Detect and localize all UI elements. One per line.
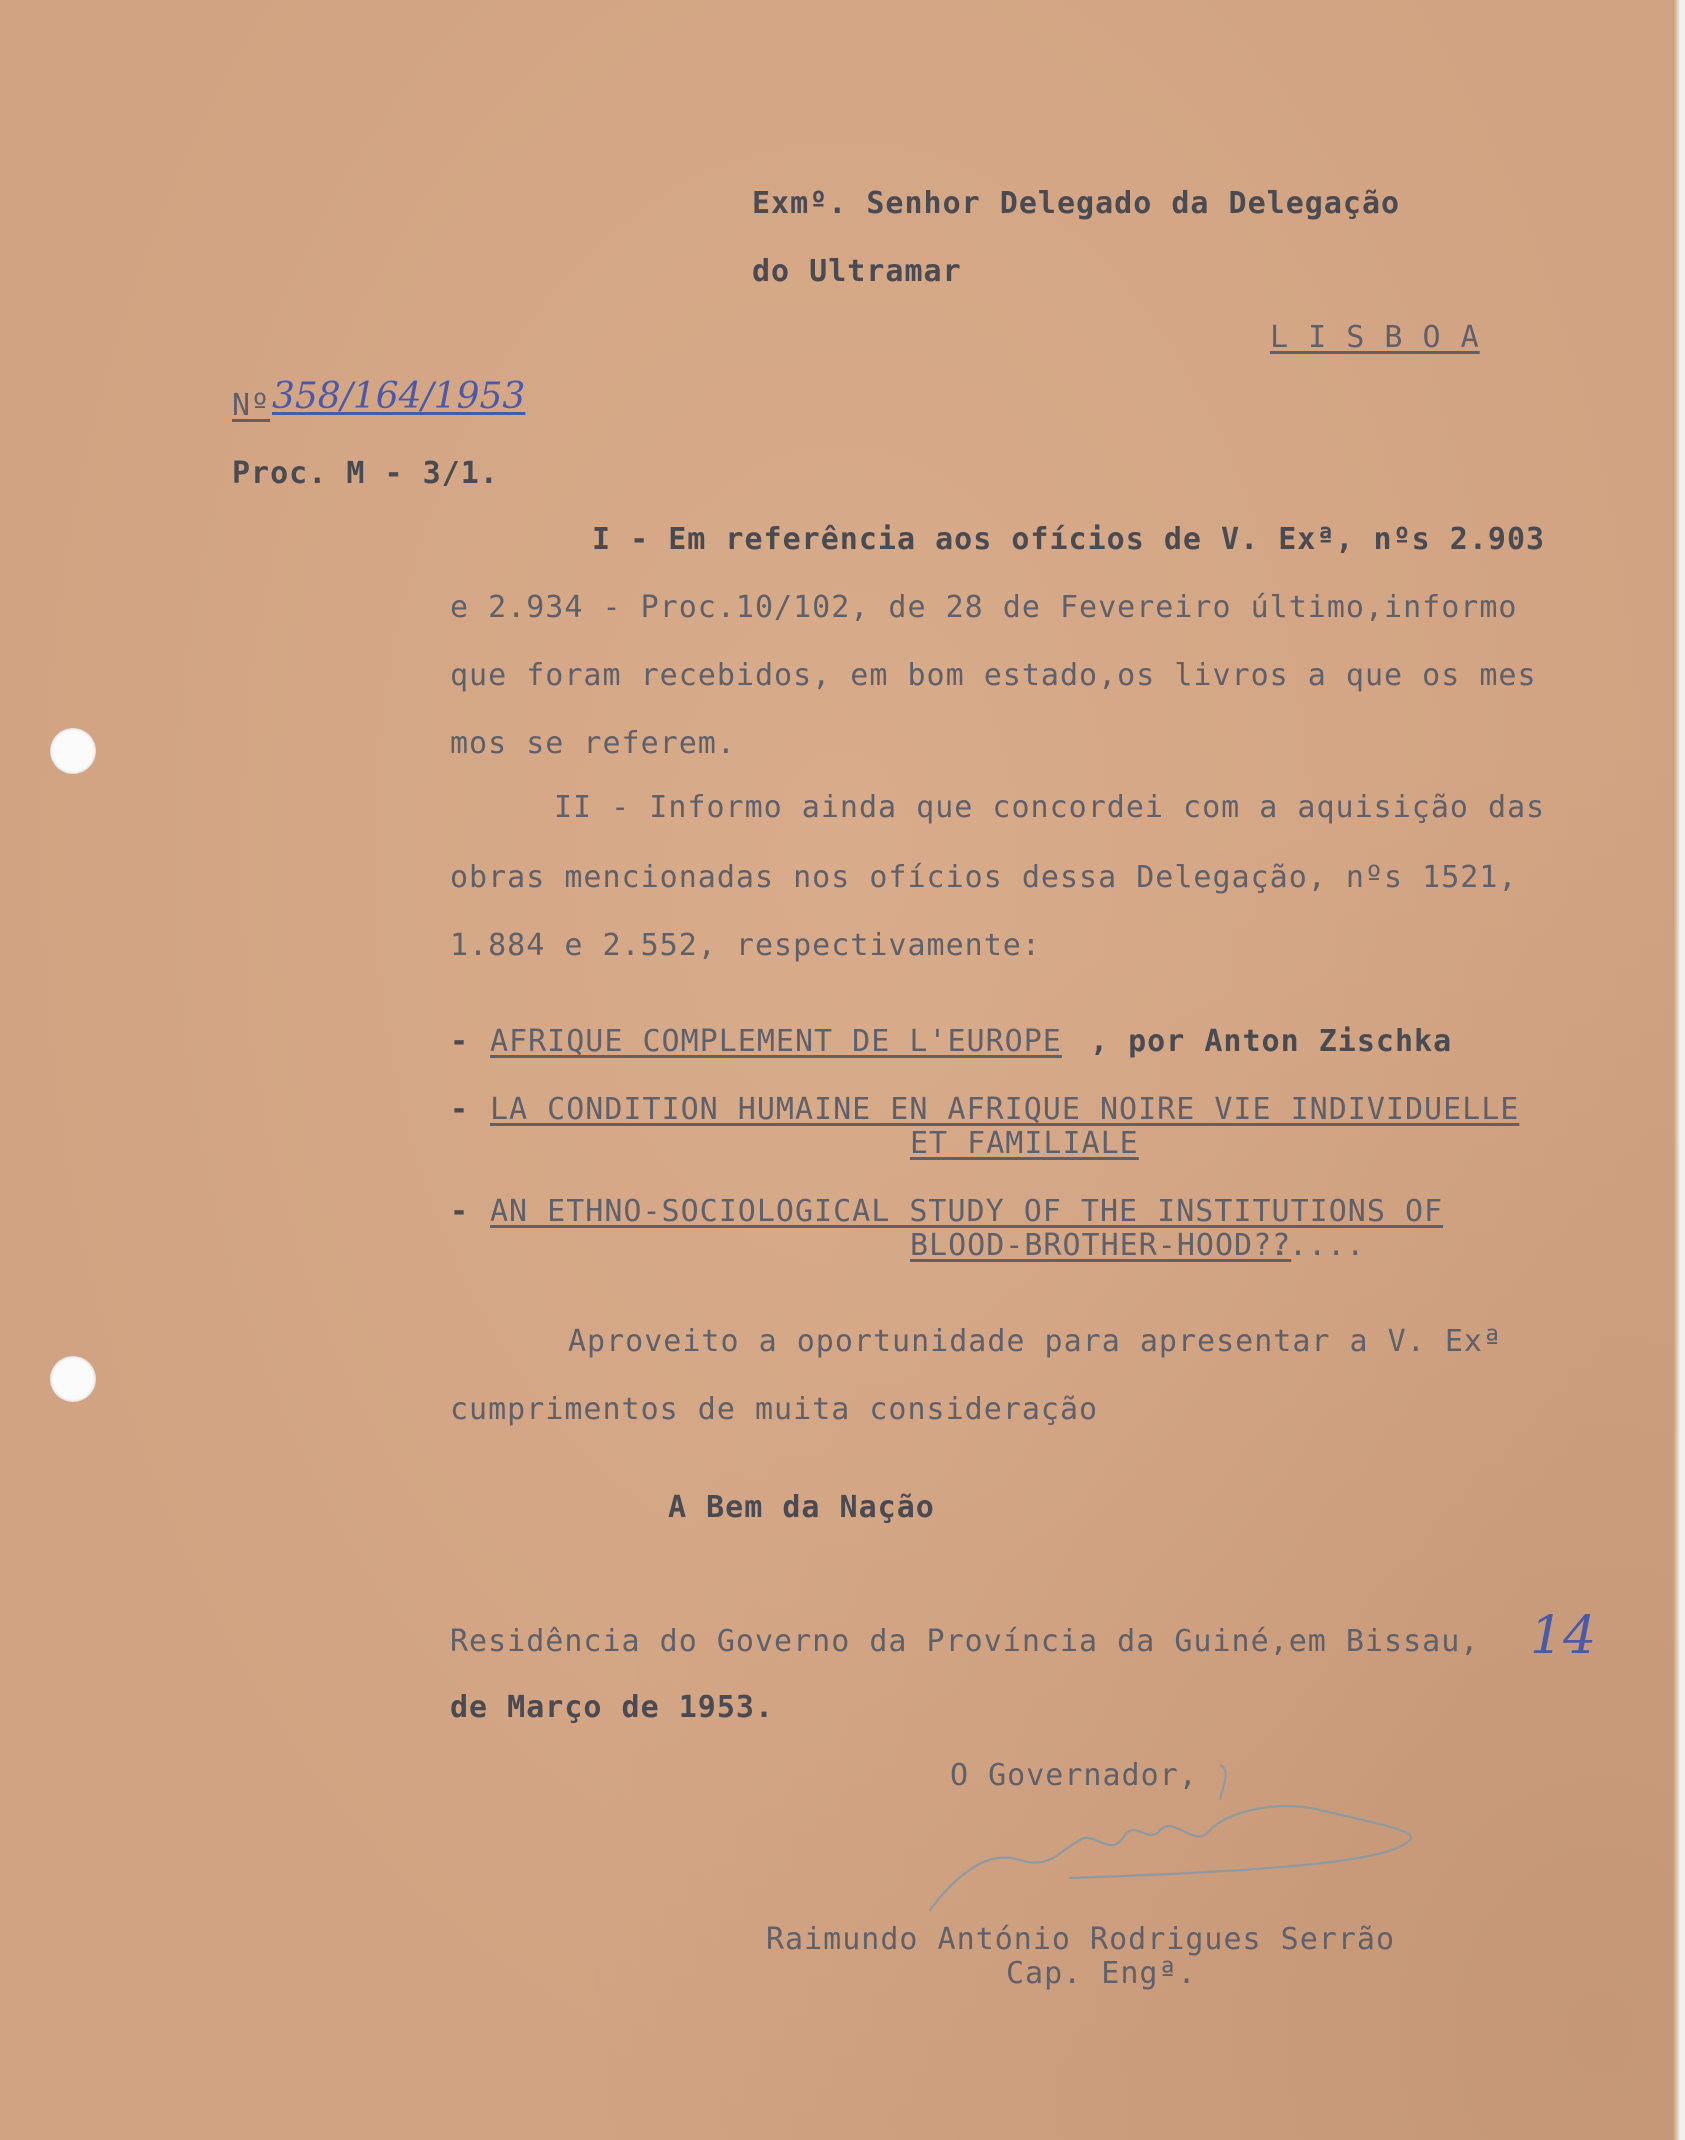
paper-edge bbox=[1673, 0, 1685, 2140]
handwritten-signature bbox=[920, 1760, 1440, 1920]
book-3-dash: - bbox=[450, 1194, 470, 1229]
reference-number-handwritten: 358/164/1953 bbox=[272, 376, 526, 417]
book-1-dash: - bbox=[450, 1024, 470, 1059]
book-3-ellipsis: ..... bbox=[1270, 1228, 1366, 1263]
book-2-title-cont: ET FAMILIALE bbox=[910, 1126, 1139, 1161]
recipient-city: L I S B O A bbox=[1270, 320, 1480, 355]
signatory-name: Raimundo António Rodrigues Serrão bbox=[766, 1922, 1396, 1957]
date-line: de Março de 1953. bbox=[450, 1690, 775, 1725]
book-2-dash: - bbox=[450, 1092, 470, 1127]
salutation: A Bem da Nação bbox=[668, 1490, 935, 1525]
book-1-title: AFRIQUE COMPLEMENT DE L'EUROPE bbox=[490, 1024, 1062, 1059]
para1-line-4: mos se referem. bbox=[450, 726, 736, 761]
reference-number-prefix: Nº bbox=[232, 388, 271, 423]
day-handwritten: 14 bbox=[1530, 1606, 1597, 1666]
book-3-title: AN ETHNO-SOCIOLOGICAL STUDY OF THE INSTITUTIONS OF bbox=[490, 1194, 1444, 1229]
para1-line-3: que foram recebidos, em bom estado,os livros a que os mes bbox=[450, 658, 1537, 693]
para2-line-3: 1.884 e 2.552, respectivamente: bbox=[450, 928, 1041, 963]
signatory-role: O Governador, bbox=[950, 1758, 1198, 1793]
para1-line-1: I - Em referência aos ofícios de V. Exª, nºs 2.903 bbox=[592, 522, 1546, 557]
place-line: Residência do Governo da Província da Guiné,em Bissau, bbox=[450, 1624, 1480, 1659]
closing-line-2: cumprimentos de muita consideração bbox=[450, 1392, 1099, 1427]
book-2-title: LA CONDITION HUMAINE EN AFRIQUE NOIRE VIE INDIVIDUELLE bbox=[490, 1092, 1520, 1127]
para2-line-1: II - Informo ainda que concordei com a aquisição das bbox=[554, 790, 1546, 825]
para1-line-2: e 2.934 - Proc.10/102, de 28 de Fevereiro último,informo bbox=[450, 590, 1518, 625]
punch-hole-top bbox=[50, 728, 96, 774]
para2-line-2: obras mencionadas nos ofícios dessa Delegação, nºs 1521, bbox=[450, 860, 1518, 895]
closing-line-1: Aproveito a oportunidade para apresentar a V. Exª bbox=[568, 1324, 1503, 1359]
recipient-line-1: Exmº. Senhor Delegado da Delegação bbox=[752, 186, 1401, 221]
recipient-line-2: do Ultramar bbox=[752, 254, 962, 289]
punch-hole-bottom bbox=[50, 1356, 96, 1402]
book-1-author: , por Anton Zischka bbox=[1090, 1024, 1453, 1059]
signatory-title: Cap. Engª. bbox=[1006, 1956, 1197, 1991]
book-3-title-cont: BLOOD-BROTHER-HOOD?? bbox=[910, 1228, 1292, 1263]
process-reference: Proc. M - 3/1. bbox=[232, 456, 499, 491]
